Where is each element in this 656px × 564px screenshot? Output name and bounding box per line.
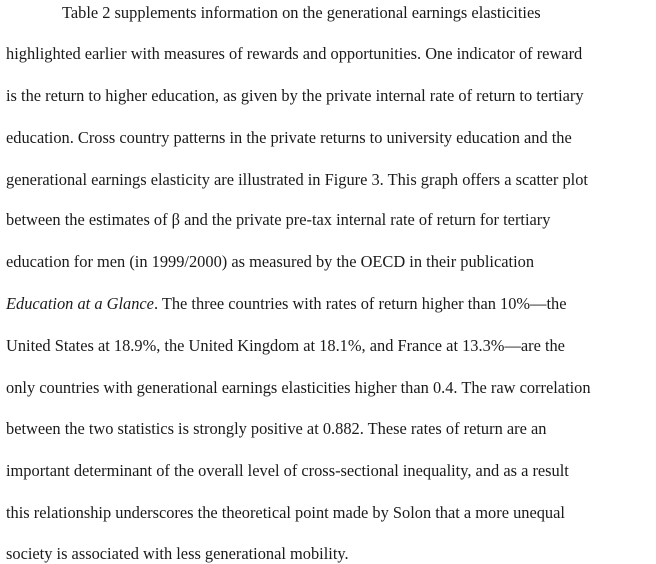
paragraph-line: education. Cross country patterns in the private returns to university education and the	[6, 128, 572, 147]
paragraph-line: this relationship underscores the theoretical point made by Solon that a more unequal	[6, 503, 565, 522]
paragraph-line	[6, 294, 566, 314]
paragraph-line: between the two statistics is strongly positive at 0.882. These rates of return are an	[6, 419, 547, 438]
paragraph-line: society is associated with less generational mobility.	[6, 544, 349, 563]
paragraph-line: only countries with generational earnings elasticities higher than 0.4. The raw correlation	[6, 378, 591, 397]
paragraph-line: generational earnings elasticity are illustrated in Figure 3. This graph offers a scatter plot	[6, 170, 588, 189]
paragraph-line: education for men (in 1999/2000) as measured by the OECD in their publication	[6, 252, 535, 271]
paragraph-line: Table 2 supplements information on the generational earnings elasticities	[62, 3, 541, 22]
publication-title: Education at a Glance	[6, 294, 154, 313]
paragraph-line: highlighted earlier with measures of rewards and opportunities. One indicator of reward	[6, 44, 583, 63]
paragraph-line: United States at 18.9%, the United Kingdom at 18.1%, and France at 13.3%—are the	[6, 336, 565, 355]
line-continuation: . The three countries with rates of return higher than 10%—the	[153, 294, 567, 313]
paragraph-line: is the return to higher education, as given by the private internal rate of return to tertiary	[6, 86, 584, 105]
paragraph-line: important determinant of the overall level of cross-sectional inequality, and as a result	[6, 461, 569, 480]
paragraph-line: between the estimates of β and the private pre-tax internal rate of return for tertiary	[6, 210, 551, 229]
